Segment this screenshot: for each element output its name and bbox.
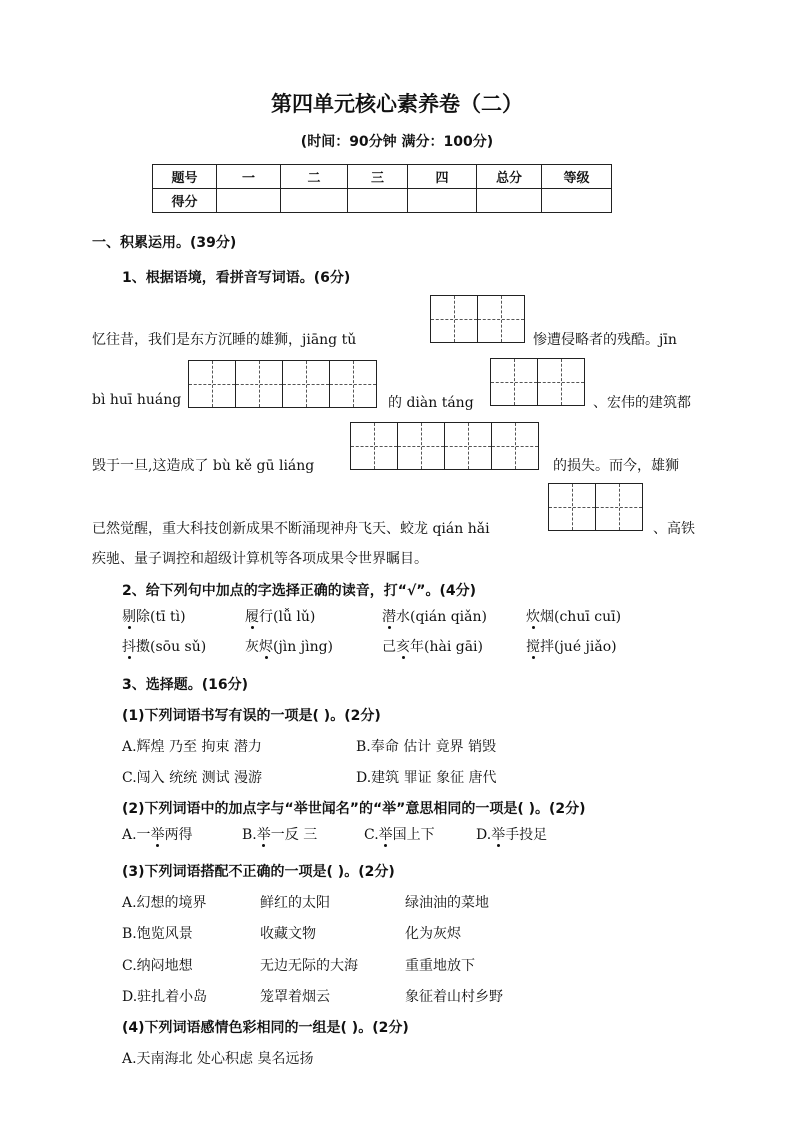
q2-item[interactable]: 炊烟(chuī cuī) [526, 609, 622, 625]
option-d[interactable]: D.建筑 罪证 象征 唐代 [356, 770, 497, 786]
q2-item[interactable]: 履行(lǚ lǔ) [245, 609, 316, 625]
q2-item[interactable]: 灰烬(jìn jìng) [245, 639, 334, 655]
score-input-cell[interactable] [217, 189, 281, 213]
option-b-phrase: 收藏文物 [260, 926, 316, 942]
table-header-cell: 三 [348, 165, 408, 189]
q2-item[interactable]: 己亥年(hài gāi) [382, 639, 484, 655]
score-input-cell[interactable] [348, 189, 408, 213]
answer-grid[interactable] [350, 422, 538, 470]
page-title: 第四单元核心素养卷（二） [271, 92, 523, 116]
option-a[interactable]: A.一举两得 [122, 827, 193, 843]
option-a-phrase: 鲜红的太阳 [260, 895, 330, 911]
q3-sub2-question: (2)下列词语中的加点字与“举世闻名”的“举”意思相同的一项是( )。(2分) [122, 801, 586, 817]
option-c-phrase: 无边无际的大海 [260, 958, 358, 974]
answer-grid[interactable] [430, 295, 524, 343]
answer-grid[interactable] [548, 483, 642, 531]
option-b[interactable]: B.举一反 三 [242, 827, 318, 843]
score-table [152, 164, 612, 213]
q1-text: 疾驰、量子调控和超级计算机等各项成果令世界瞩目。 [92, 551, 428, 567]
q2-item[interactable]: 潜水(qián qiǎn) [382, 609, 487, 625]
q2-item[interactable]: 剔除(tī tì) [122, 609, 186, 625]
option-c-phrase: 重重地放下 [405, 958, 475, 974]
option-b-phrase: 化为灰烬 [405, 926, 461, 942]
page-subtitle: (时间：90分钟 满分：100分) [300, 134, 494, 150]
q3-sub3-question: (3)下列词语搭配不正确的一项是( )。(2分) [122, 864, 395, 880]
score-table-score-row [153, 189, 612, 213]
q1-text: 已然觉醒，重大科技创新成果不断涌现神舟飞天、蛟龙 qián hǎi [92, 521, 490, 537]
table-header-cell: 总分 [477, 165, 542, 189]
table-row-label: 得分 [153, 189, 217, 213]
answer-grid[interactable] [490, 358, 584, 406]
option-d-phrase: 象征着山村乡野 [405, 989, 503, 1005]
option-a[interactable]: A.天南海北 处心积虑 臭名远扬 [122, 1051, 314, 1067]
q1-text: bì huī huáng [92, 392, 182, 408]
score-input-cell[interactable] [281, 189, 348, 213]
score-input-cell[interactable] [477, 189, 542, 213]
q2-heading: 2、给下列句中加点的字选择正确的读音，打“√”。(4分) [122, 583, 477, 599]
score-table-header-row [153, 165, 612, 189]
q3-sub1-question: (1)下列词语书写有误的一项是( )。(2分) [122, 708, 381, 724]
table-header-cell: 题号 [153, 165, 217, 189]
q1-text: 的 diàn táng [388, 395, 474, 411]
option-a[interactable]: A.辉煌 乃至 拘束 潜力 [122, 739, 262, 755]
table-header-cell: 二 [281, 165, 348, 189]
option-b[interactable]: B.奉命 估计 竟界 销毁 [356, 739, 497, 755]
q2-item[interactable]: 搅拌(jué jiǎo) [526, 639, 617, 655]
q1-text: 惨遭侵略者的残酷。jīn [533, 332, 677, 348]
q1-text: 的损失。而今，雄狮 [553, 458, 679, 474]
option-b[interactable]: B.饱览风景 [122, 926, 193, 942]
table-header-cell: 四 [408, 165, 477, 189]
q1-heading: 1、根据语境，看拼音写词语。(6分) [122, 270, 351, 286]
q1-text: 忆往昔，我们是东方沉睡的雄狮，jiāng tǔ [92, 332, 357, 348]
option-c[interactable]: C.纳闷地想 [122, 958, 193, 974]
option-c[interactable]: C.闯入 统统 测试 漫游 [122, 770, 263, 786]
section1-heading: 一、积累运用。(39分) [92, 235, 237, 251]
table-header-cell: 等级 [542, 165, 612, 189]
q1-text: 、宏伟的建筑都 [593, 395, 691, 411]
q3-heading: 3、选择题。(16分) [122, 677, 249, 693]
option-c[interactable]: C.举国上下 [364, 827, 435, 843]
q1-text: 毁于一旦,这造成了 bù kě gū liáng [92, 458, 315, 474]
table-header-cell: 一 [217, 165, 281, 189]
option-a-phrase: 绿油油的菜地 [405, 895, 489, 911]
option-a[interactable]: A.幻想的境界 [122, 895, 207, 911]
q2-item[interactable]: 抖擞(sōu sǔ) [122, 639, 207, 655]
score-input-cell[interactable] [542, 189, 612, 213]
option-d[interactable]: D.驻扎着小岛 [122, 989, 208, 1005]
score-input-cell[interactable] [408, 189, 477, 213]
answer-grid[interactable] [188, 360, 376, 408]
q1-text: 、高铁 [653, 521, 695, 537]
q3-sub4-question: (4)下列词语感情色彩相同的一组是( )。(2分) [122, 1020, 409, 1036]
option-d[interactable]: D.举手投足 [476, 827, 548, 843]
option-d-phrase: 笼罩着烟云 [260, 989, 330, 1005]
